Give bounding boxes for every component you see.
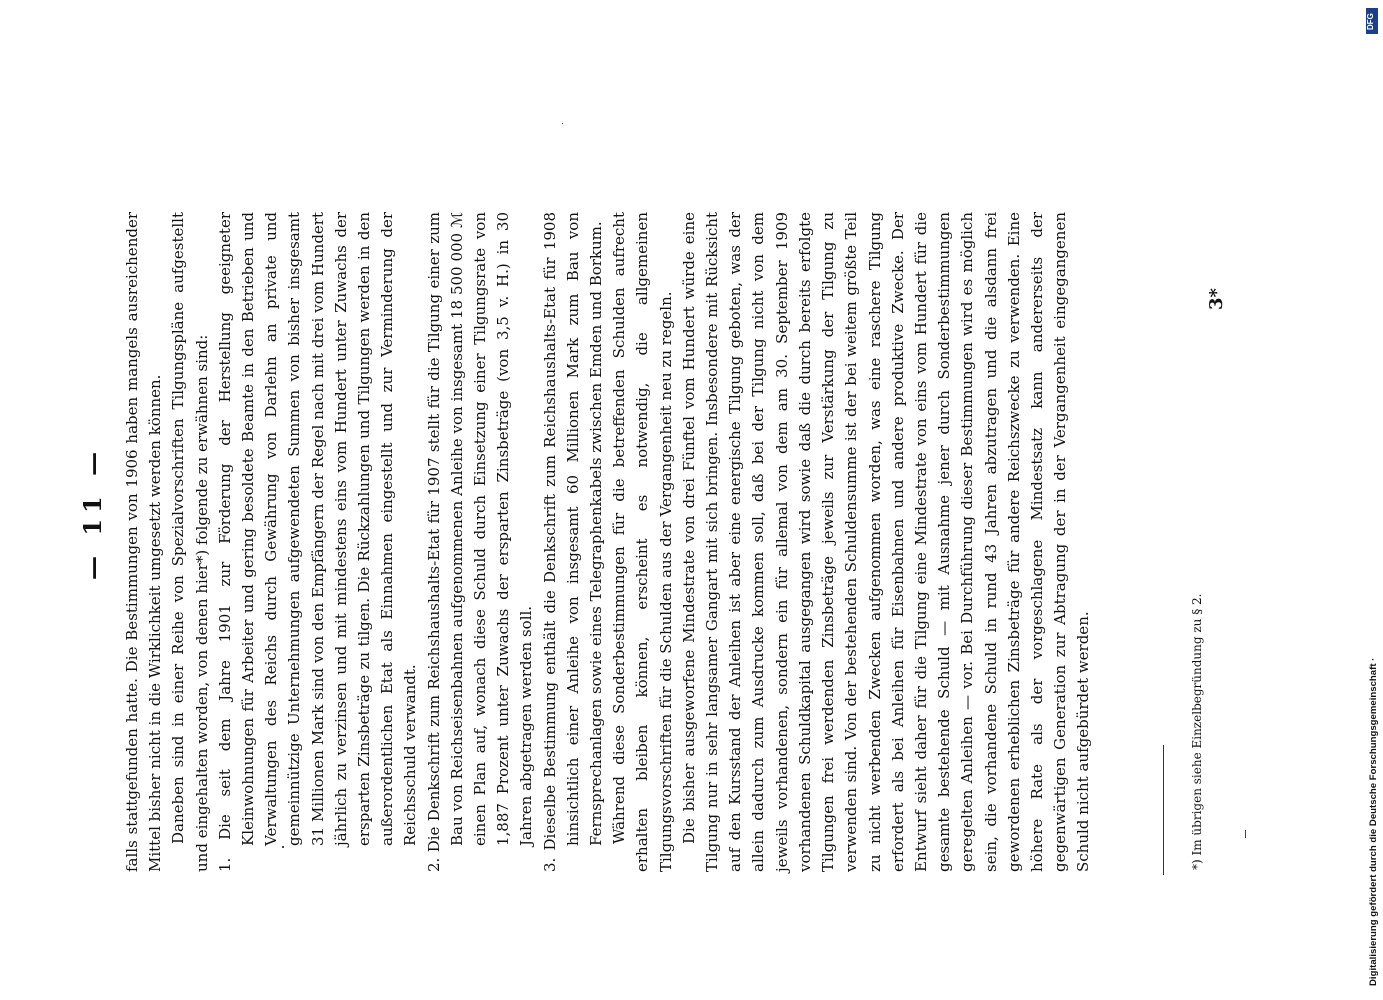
list-item: 3. Dieselbe Bestimmung enthält die Denkschrift zum Reichshaushalts-Etat für 1908 hinsichtlich einer Anleihe von insgesamt 60 Millionen Mark zum Bau von Fernsprechanlagen sowie eines Telegraphenkabels zwischen Emden und Borkum.: [540, 212, 606, 872]
signature-mark: 3*: [1206, 288, 1227, 310]
scan-speck: [562, 123, 563, 124]
digitization-credit: Digitalisierung gefördert durch die Deutsche Forschungsgemeinschaft ·: [1368, 657, 1379, 986]
paragraph: Daneben sind in einer Reihe von Spezialvorschriften Tilgungspläne aufgestellt und eingehalten worden, von denen hier*) folgende zu erwähnen sind:: [169, 212, 211, 872]
scan-speck: [282, 846, 284, 848]
body-text: [120, 212, 1096, 872]
paragraph: falls stattgefunden hatte. Die Bestimmungen von 1906 haben mangels ausreichender Mittel bisher nicht in die Wirklichkeit umgesetzt werden können.: [123, 212, 165, 872]
list-item: 1. Die seit dem Jahre 1901 zur Förderung der Herstellung geeigneter Kleinwohnungen für Arbeiter und gering besoldete Beamte in den Betrieben und Verwaltungen des Reichs durch Gewährung von Darlehn an private und gemeinnützige Unternehmungen aufgewendeten Summen von bisher insgesamt 31 Millionen Mark sind von den Empfängern der Regel nach mit drei vom Hundert jährlich zu verzinsen und mit mindestens eins vom Hundert unter Zuwachs der ersparten Zinsbeträge zu tilgen. Die Rückzahlungen und Tilgungen werden in den außerordentlichen Etat als Einnahmen eingestellt und zur Verminderung der Reichsschuld verwandt.: [215, 212, 420, 872]
footnote-divider: [1163, 745, 1164, 875]
dfg-logo-icon: DFG: [1366, 8, 1378, 34]
page-number: — 11 —: [78, 445, 107, 580]
paragraph: Die bisher ausgeworfene Mindestrate von drei Fünftel vom Hundert würde eine Tilgung nur in sehr langsamer Gangart mit sich bringen. Insbesondere mit Rücksicht auf den Kursstand der Anleihen ist aber eine energische Tilgung geboten, was der allein dadurch zum Ausdrucke kommen soll, daß bei der Tilgung nicht von dem jeweils vorhandenen, sondern ein für allemal von dem am 30. September 1909 vorhandenen Schuldkapital ausgegangen wird sowie daß die durch bereits erfolgte Tilgungen frei werdenden Zinsbeträge jeweils zur Verstärkung der Tilgung zu verwenden sind. Von der bestehenden Schuldensumme ist der bei weitem größte Teil zu nicht werbenden Zwecken aufgenommen worden, was eine raschere Tilgung erfordert als bei Anleihen für Eisenbahnen und andere produktive Zwecke. Der Entwurf sieht daher für die Tilgung eine Mindestrate von eins vom Hundert für die gesamte bestehende Schuld — mit Ausnahme jener durch Sonderbestimmungen geregelten Anleihen — vor. Bei Durchführung dieser Bestimmungen wird es möglich sein, die vorhandene Schuld in rund 43 Jahren abzutragen und die alsdann frei gewordenen erheblichen Zinsbeträge für andere Reichszwecke zu verwenden. Eine höhere Rate als der vorgeschlagene Mindestsatz kann andererseits der gegenwärtigen Generation zur Abtragung der in der Vergangenheit eingegangenen Schuld nicht aufgebürdet werden.: [679, 212, 1093, 872]
list-item: 2. Die Denkschrift zum Reichshaushalts-Etat für 1907 stellt für die Tilgung einer zum Bau von Reichseisenbahnen aufgenommenen Anleihe von insgesamt 18 500 000 ℳ einen Plan auf, wonach diese Schuld durch Einsetzung einer Tilgungsrate von 1,887 Prozent unter Zuwachs der ersparten Zinsbeträge (von 3,5 v. H.) in 30 Jahren abgetragen werden soll.: [424, 212, 536, 872]
footnote: *) Im übrigen siehe Einzelbegründung zu § 2.: [1190, 593, 1204, 870]
scan-speck: [1245, 830, 1246, 838]
paragraph: Während diese Sonderbestimmungen für die betreffenden Schulden aufrecht erhalten bleiben können, erscheint es notwendig, die allgemeinen Tilgungsvorschriften für die Schulden aus der Vergangenheit neu zu regeln.: [610, 212, 675, 872]
